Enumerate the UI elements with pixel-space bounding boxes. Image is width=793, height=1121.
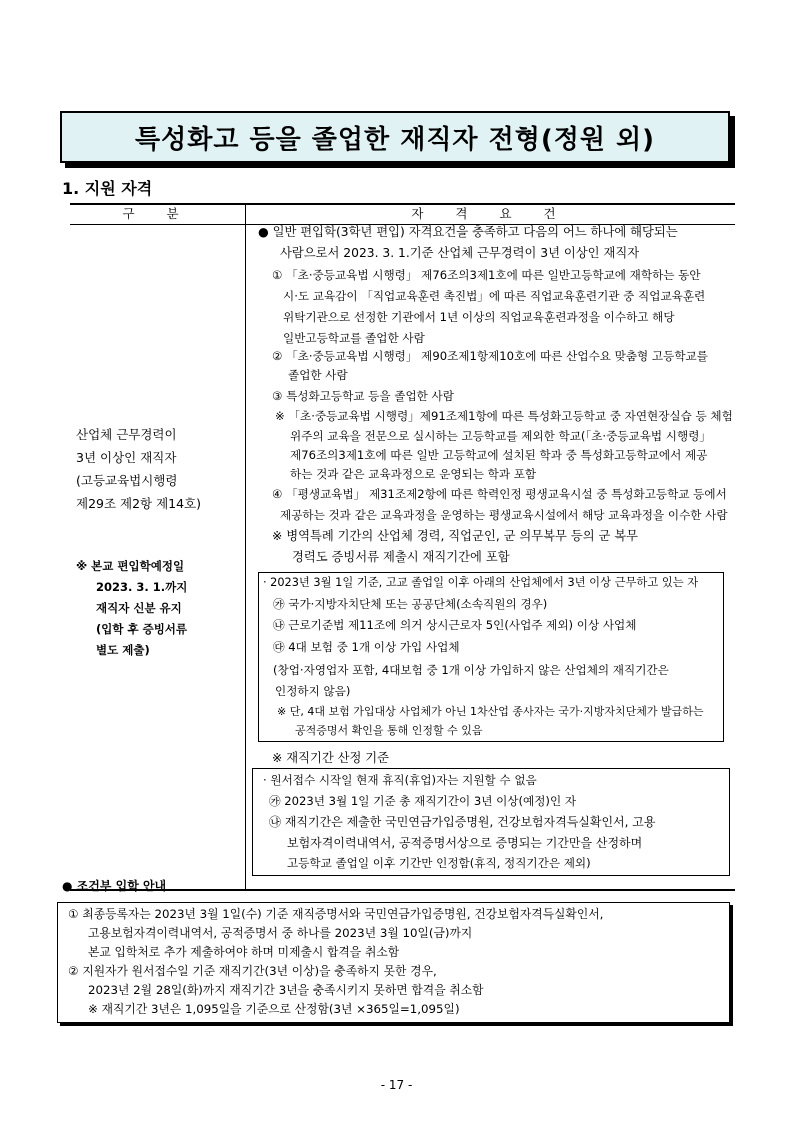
page-title: 특성화고 등을 졸업한 재직자 전형(정원 외)	[135, 124, 655, 155]
req-line: 제공하는 것과 같은 교육과정을 운영하는 평생교육시설에서 해당 교육과정을 이수한 사람	[280, 508, 728, 522]
category-line: (고등교육법시행령	[76, 473, 178, 488]
box-line: ㉰ 4대 보험 중 1개 이상 가입 사업체	[273, 640, 460, 654]
note-line: 2023. 3. 1.까지	[96, 580, 188, 594]
table-header-category: 구 분	[122, 206, 193, 221]
table-column-divider	[245, 203, 246, 889]
enrollment-note	[76, 556, 187, 661]
category-line: 산업체 근무경력이	[76, 427, 177, 442]
employment-period-heading: ※ 재직기간 산정 기준	[272, 751, 390, 765]
req-line: 시·도 교육감이 「직업교육훈련 촉진법」에 따른 직업교육훈련기관 중 직업교육훈련	[283, 289, 706, 303]
conditional-admission-heading: ● 조건부 입학 안내	[62, 879, 167, 893]
note-line: 별도 제출)	[96, 643, 150, 657]
condition-line: 고용보험자격이력내역서, 공적증명서 중 하나를 2023년 3월 10일(금)까지	[88, 926, 473, 940]
condition-line: ※ 재직기간 3년은 1,095일을 기준으로 산정함(3년 ×365일=1,095일)	[88, 1002, 460, 1016]
category-line: 3년 이상인 재직자	[76, 450, 177, 465]
employment-period-box	[252, 768, 730, 876]
req-line: ② 「초·중등교육법 시행령」 제90조제1항제10호에 따른 산업수요 맞춤형 고등학교를	[272, 349, 708, 363]
req-line: ● 일반 편입학(3학년 편입) 자격요건을 충족하고 다음의 어느 하나에 해당되는	[258, 225, 678, 239]
box-line: ㉯ 근로기준법 제11조에 의거 상시근로자 5인(사업주 제외) 이상 사업체	[273, 618, 637, 632]
category-line: 제29조 제2항 제14호)	[76, 496, 202, 511]
req-line: 위탁기관으로 선정한 기관에서 1년 이상의 직업교육훈련과정을 이수하고 해당	[283, 310, 675, 324]
condition-line: 본교 입학처로 추가 제출하여야 하며 미제출시 합격을 취소함	[88, 945, 400, 959]
table-bottom-rule	[70, 889, 735, 891]
req-line: 위주의 교육을 전문으로 실시하는 고등학교를 제외한 학교(「초·중등교육법 시행령」	[290, 429, 711, 443]
req-line: 졸업한 사람	[288, 368, 348, 382]
box-line: ㉯ 재직기간은 제출한 국민연금가입증명원, 건강보험자격득실확인서, 고용	[269, 815, 656, 829]
req-line: 사람으로서 2023. 3. 1.기준 산업체 근무경력이 3년 이상인 재직자	[280, 246, 640, 260]
section-heading: 1. 지원 자격	[62, 179, 153, 198]
title-banner	[60, 111, 730, 163]
req-line: ※ 「초·중등교육법 시행령」제91조제1항에 따른 특성화고등학교 중 자연현장실습 등 체험	[275, 409, 733, 423]
req-line: 경력도 증빙서류 제출시 재직기간에 포함	[292, 550, 510, 564]
box-line: 인정하지 않음)	[275, 684, 351, 698]
req-line: 하는 것과 같은 교육과정으로 운영되는 학과 포함	[290, 467, 537, 481]
condition-line: 2023년 2월 28일(화)까지 재직기간 3년을 충족시키지 못하면 합격을 취소함	[88, 983, 484, 997]
condition-line: ① 최종등록자는 2023년 3월 1일(수) 기준 재직증명서와 국민연금가입증명원, 건강보험자격득실확인서,	[68, 907, 604, 921]
req-line: 제76조의3제1호에 따른 일반 고등학교에 설치된 학과 중 특성화고등학교에서 제공	[290, 448, 708, 462]
req-line: 일반고등학교를 졸업한 사람	[283, 331, 425, 345]
req-line: ④ 「평생교육법」 제31조제2항에 따른 학력인정 평생교육시설 중 특성화고등학교 등에서	[272, 487, 727, 501]
industry-criteria-box	[258, 572, 724, 742]
box-line: ㉮ 2023년 3월 1일 기준 총 재직기간이 3년 이상(예정)인 자	[269, 794, 577, 808]
req-line: ① 「초·중등교육법 시행령」 제76조의3제1호에 따른 일반고등학교에 재학하는 동안	[272, 268, 701, 282]
page-number: - 17 -	[380, 1078, 413, 1092]
box-line: ※ 단, 4대 보험 가입대상 사업체가 아닌 1차산업 종사자는 국가·지방자치단체가 발급하는	[277, 705, 704, 718]
note-line: (입학 후 증빙서류	[96, 622, 188, 636]
note-line: ※ 본교 편입학예정일	[76, 559, 185, 573]
box-line: · 원서접수 시작일 현재 휴직(휴업)자는 지원할 수 없음	[263, 773, 537, 787]
box-line: 보험자격이력내역서, 공적증명서상으로 증명되는 기간만을 산정하며	[287, 836, 643, 850]
box-line: (창업·자영업자 포함, 4대보험 중 1개 이상 가입하지 않은 산업체의 재직기간은	[273, 663, 669, 677]
box-line: ㉮ 국가·지방자치단체 또는 공공단체(소속직원의 경우)	[273, 597, 548, 611]
note-line: 재직자 신분 유지	[96, 601, 182, 615]
box-line: · 2023년 3월 1일 기준, 고교 졸업일 이후 아래의 산업체에서 3년 이상 근무하고 있는 자	[263, 576, 699, 589]
req-line: ③ 특성화고등학교 등을 졸업한 사람	[272, 389, 454, 403]
box-line: 고등학교 졸업일 이후 기간만 인정함(휴직, 정직기간은 제외)	[287, 856, 591, 870]
req-line: ※ 병역특례 기간의 산업체 경력, 직업군인, 군 의무복무 등의 군 복무	[272, 529, 639, 543]
box-line: 공적증명서 확인을 통해 인정할 수 있음	[295, 724, 483, 737]
conditional-admission-box	[57, 902, 730, 1023]
category-text	[76, 423, 201, 515]
table-header-requirements: 자 격 요 건	[411, 206, 570, 221]
condition-line: ② 지원자가 원서접수일 기준 재직기간(3년 이상)을 충족하지 못한 경우,	[68, 964, 437, 978]
